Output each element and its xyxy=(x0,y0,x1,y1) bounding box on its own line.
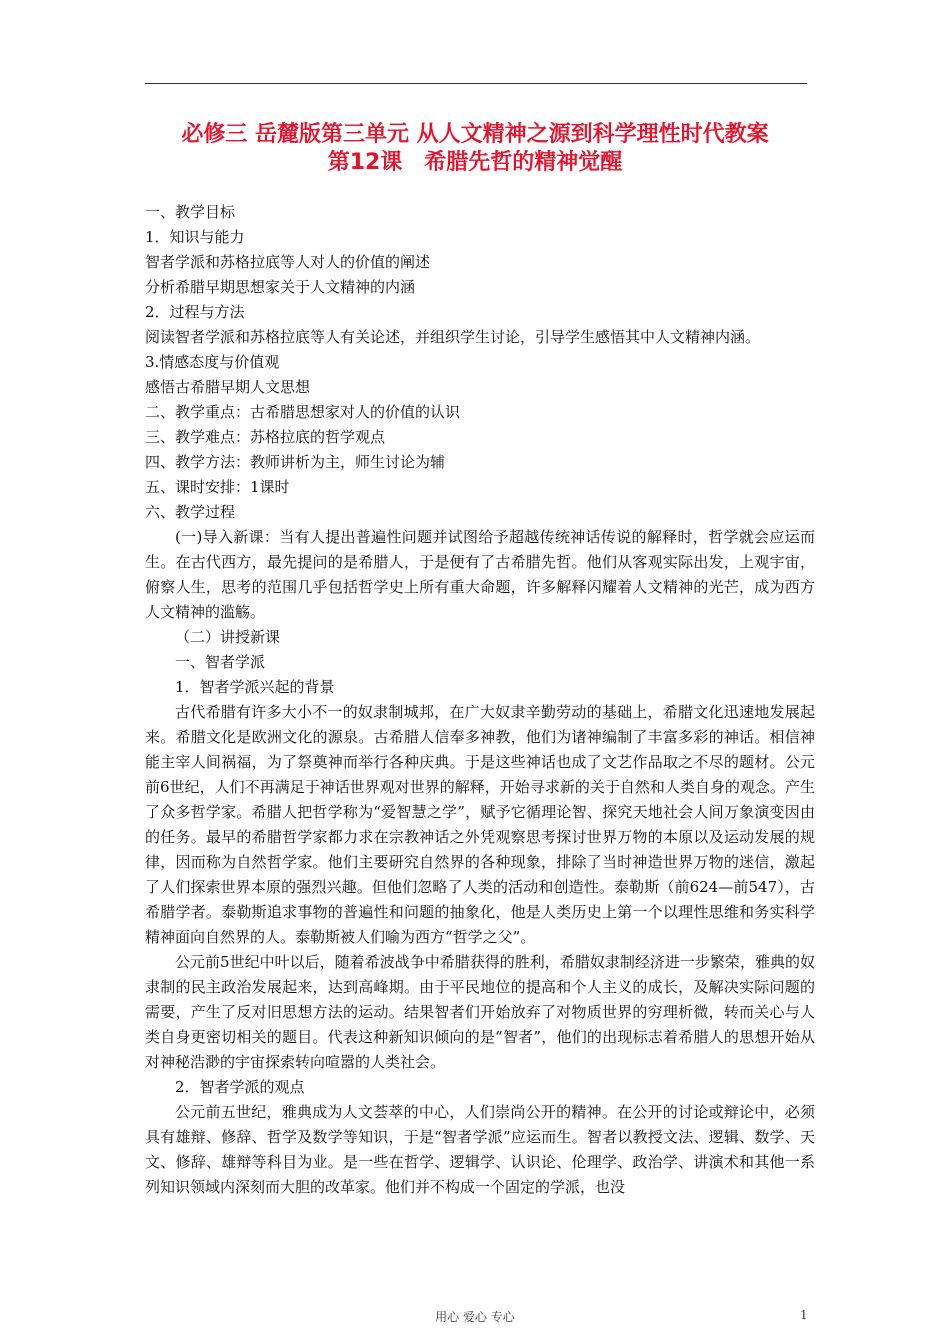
text-line: 阅读智者学派和苏格拉底等人有关论述，并组织学生讨论，引导学生感悟其中人文精神内涵。 xyxy=(145,328,761,346)
text-line: 1．知识与能力 xyxy=(145,228,245,246)
subheading: 1．智者学派兴起的背景 xyxy=(175,678,335,696)
text-line: 2．过程与方法 xyxy=(145,303,245,321)
subheading: 2．智者学派的观点 xyxy=(175,1078,305,1096)
text-line: 四、教学方法：教师讲析为主，师生讨论为辅 xyxy=(145,453,446,471)
background-paragraph: 古代希腊有许多大小不一的奴隶制城邦，在广大奴隶辛勤劳动的基础上，希腊文化迅速地发展起来。希腊文化是欧洲文化的源泉。古希腊人信奉多神教，他们为诸神编制了丰富多彩的神话。相信神能主宰人间祸福，为了祭奠神而举行各种庆典。于是这些神话也成了文艺作品取之不尽的题材。公元前6世纪，人们不再满足于神话世界观对世界的解释，开始寻求新的关于自然和人类自身的观念。产生了众多哲学家。希腊人把哲学称为“爱智慧之学”，赋予它循理论智、探究天地社会人间万象演变因由的任务。最早的希腊哲学家都力求在宗教神话之外凭观察思考探讨世界万物的本原以及运动发展的规律，因而称为自然哲学家。他们主要研究自然界的各种现象，排除了当时神造世界万物的迷信，激起了人们探索世界本原的强烈兴趣。但他们忽略了人类的活动和创造性。泰勒斯（前624—前547），古希腊学者。泰勒斯追求事物的普遍性和问题的抽象化，他是人类历史上第一个以理性思维和务实科学精神面向自然界的人。泰勒斯被人们喻为西方“哲学之父”。 xyxy=(145,703,815,946)
text-line: 三、教学难点：苏格拉底的哲学观点 xyxy=(145,428,386,446)
document-title: 必修三 岳麓版第三单元 从人文精神之源到科学理性时代教案 xyxy=(181,122,769,147)
text-line: 3.情感态度与价值观 xyxy=(145,353,280,371)
fifth-century-paragraph: 公元前5世纪中叶以后，随着希波战争中希腊获得的胜利，希腊奴隶制经济进一步繁荣，雅典的奴隶制的民主政治发展起来，达到高峰期。由于平民地位的提高和个人主义的成长，及解决实际问题的需要，产生了反对旧思想方法的运动。结果智者们开始放弃了对物质世界的穷理析微，转而关心与人类自身更密切相关的题目。代表这种新知识倾向的是“智者”，他们的出现标志着希腊人的思想开始从对神秘浩渺的宇宙探索转向喧嚣的人类社会。 xyxy=(145,953,815,1071)
text-line: 感悟古希腊早期人文思想 xyxy=(145,378,311,396)
text-line: 分析希腊早期思想家关于人文精神的内涵 xyxy=(145,278,416,296)
page-footer xyxy=(0,1308,950,1328)
footer-text: 用心 爱心 专心 xyxy=(435,1310,515,1324)
page-number: 1 xyxy=(800,1308,808,1322)
subheading: （二）讲授新课 xyxy=(175,628,281,646)
subheading: 一、智者学派 xyxy=(175,653,266,671)
lesson-title: 第12课 希腊先哲的精神觉醒 xyxy=(327,150,623,175)
text-line: 二、教学重点：古希腊思想家对人的价值的认识 xyxy=(145,403,461,421)
text-line: 智者学派和苏格拉底等人对人的价值的阐述 xyxy=(145,253,431,271)
text-line: 五、课时安排：1课时 xyxy=(145,478,290,496)
header-rule xyxy=(145,83,807,84)
views-paragraph: 公元前五世纪，雅典成为人文荟萃的中心，人们崇尚公开的精神。在公开的讨论或辩论中，必须具有雄辩、修辞、哲学及数学等知识，于是“智者学派”应运而生。智者以教授文法、逻辑、数学、天文、修辞、雄辩等科目为业。是一些在哲学、逻辑学、认识论、伦理学、政治学、讲演术和其他一系列知识领域内深刻而大胆的改革家。他们并不构成一个固定的学派，也没 xyxy=(145,1103,815,1196)
text-line: 六、教学过程 xyxy=(145,503,236,521)
intro-paragraph: (一)导入新课：当有人提出普遍性问题并试图给予超越传统神话传说的解释时，哲学就会应运而生。在古代西方，最先提问的是希腊人，于是便有了古希腊先哲。他们从客观实际出发，上观宇宙，俯察人生，思考的范围几乎包括哲学史上所有重大命题，许多解释闪耀着人文精神的光芒，成为西方人文精神的滥觞。 xyxy=(145,528,815,621)
document-body xyxy=(145,200,815,1200)
text-line: 一、教学目标 xyxy=(145,203,236,221)
